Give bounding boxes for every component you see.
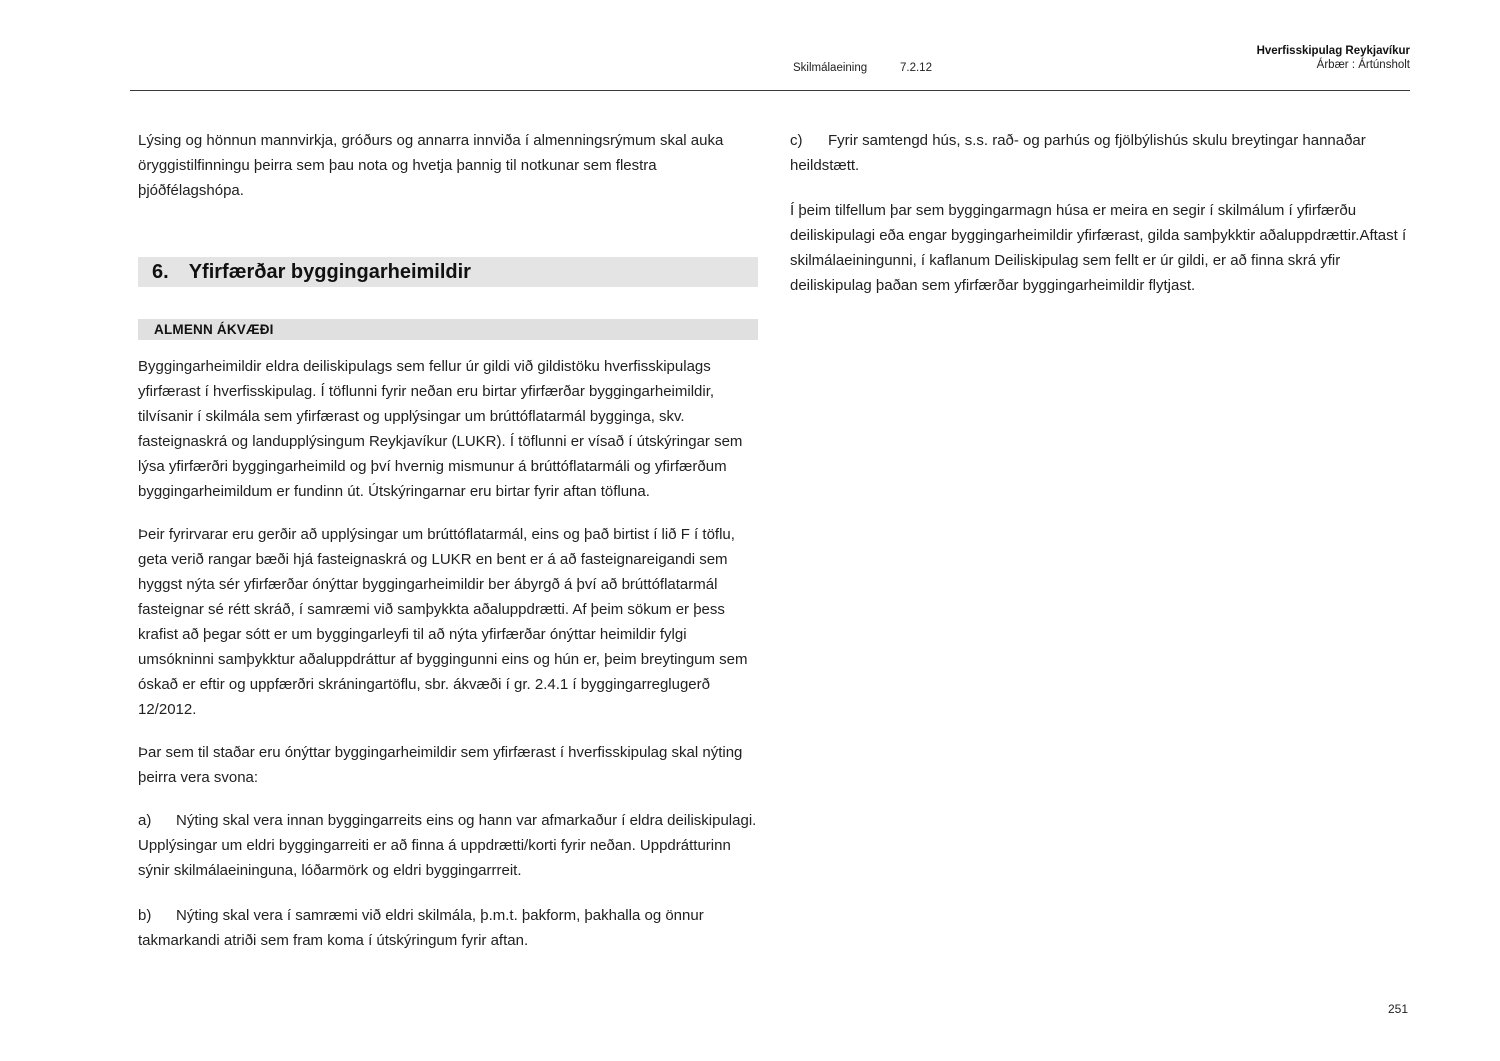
section-number: 6. bbox=[152, 260, 169, 283]
list-marker: a) bbox=[138, 812, 152, 829]
right-column bbox=[790, 128, 1412, 316]
paragraph: Í þeim tilfellum þar sem byggingarmagn húsa er meira en segir í skilmálum í yfirfærðu deiliskipulagi eða engar byggingarheimildir yfirfærast, gilda samþykktir aðaluppdrættir.Aftast í skilmálaeiningunni, í kaflanum Deiliskipulag sem fellt er úr gildi, er að finna skrá yfir deiliskipulag þaðan sem yfirfærðar byggingarheimildir flytjast. bbox=[790, 202, 1407, 294]
intro-paragraph: Lýsing og hönnun mannvirkja, gróðurs og annarra innviða í almenningsrýmum skal auka öryggistilfinningu þeirra sem þau nota og hvetja þannig til notkunar sem flestra þjóðfélagshópa. bbox=[138, 132, 724, 199]
list-item-text: Nýting skal vera í samræmi við eldri skilmála, þ.m.t. þakform, þakhalla og önnur takmarkandi atriði sem fram koma í útskýringum fyrir aftan. bbox=[138, 907, 704, 949]
header-divider bbox=[130, 90, 1410, 91]
section-title: Yfirfærðar byggingarheimildir bbox=[188, 260, 471, 283]
paragraph: Þeir fyrirvarar eru gerðir að upplýsingar um brúttóflatarmál, eins og það birtist í lið F í töflu, geta verið rangar bæði hjá fasteignaskrá og LUKR en bent er á að fasteignareigandi sem hyggst nýta sér yfirfærðar ónýttar byggingarheimildir ber ábyrgð á því að brúttóflatarmál fasteignar sé rétt skráð, í samræmi við samþykkta aðaluppdrætti. Af þeim sökum er þess krafist að þegar sótt er um byggingarleyfi til að nýta yfirfærðar ónýttar heimildir fylgi umsókninni samþykktur aðaluppdráttur af byggingunni eins og hún er, þeim breytingum sem óskað er eftir og uppfærðri skráningartöflu, sbr. ákvæði í gr. 2.4.1 í byggingarreglugerð 12/2012. bbox=[138, 526, 748, 718]
header-section-label: Skilmálaeining bbox=[793, 62, 868, 74]
page-number: 251 bbox=[1388, 1002, 1409, 1016]
list-marker: b) bbox=[138, 907, 152, 924]
document-title: Hverfisskipulag Reykjavíkur bbox=[1256, 45, 1410, 57]
header-section-number: 7.2.12 bbox=[900, 62, 932, 74]
header-right-block bbox=[1257, 44, 1410, 72]
list-item-text: Nýting skal vera innan byggingarreits eins og hann var afmarkaður í eldra deiliskipulagi. Upplýsingar um eldri byggingarreiti er að finna á uppdrætti/korti fyrir neðan. Uppdrátturinn sýnir skilmálaeininguna, lóðarmörk og eldri byggingarrreit. bbox=[138, 812, 757, 879]
list-item-text: Fyrir samtengd hús, s.s. rað- og parhús og fjölbýlishús skulu breytingar hannaðar heildstætt. bbox=[790, 132, 1366, 174]
list-item-a bbox=[138, 808, 758, 883]
paragraph: Þar sem til staðar eru ónýttar byggingarheimildir sem yfirfærast í hverfisskipulag skal nýting þeirra vera svona: bbox=[138, 744, 743, 786]
paragraph: Byggingarheimildir eldra deiliskipulags sem fellur úr gildi við gildistöku hverfisskipulags yfirfærast í hverfisskipulag. Í töflunni fyrir neðan eru birtar yfirfærðar byggingarheimildir, tilvísanir í skilmála sem yfirfærast og upplýsingar um brúttóflatarmál bygginga, skv. fasteignaskrá og landupplýsingum Reykjavíkur (LUKR). Í töflunni er vísað í útskýringar sem lýsa yfirfærðri byggingarheimild og því hvernig mismunur á brúttóflatarmáli og yfirfærðum byggingarheimildum er fundinn út. Útskýringarnar eru birtar fyrir aftan töfluna. bbox=[138, 358, 743, 500]
list-marker: c) bbox=[790, 132, 803, 149]
section-heading bbox=[138, 257, 758, 287]
document-subtitle: Árbær : Ártúnsholt bbox=[1316, 59, 1410, 71]
subsection-title: ALMENN ÁKVÆÐI bbox=[154, 322, 274, 337]
subsection-heading bbox=[138, 319, 758, 340]
list-item-c bbox=[790, 128, 1412, 178]
left-column bbox=[138, 128, 758, 973]
list-item-b bbox=[138, 903, 758, 953]
